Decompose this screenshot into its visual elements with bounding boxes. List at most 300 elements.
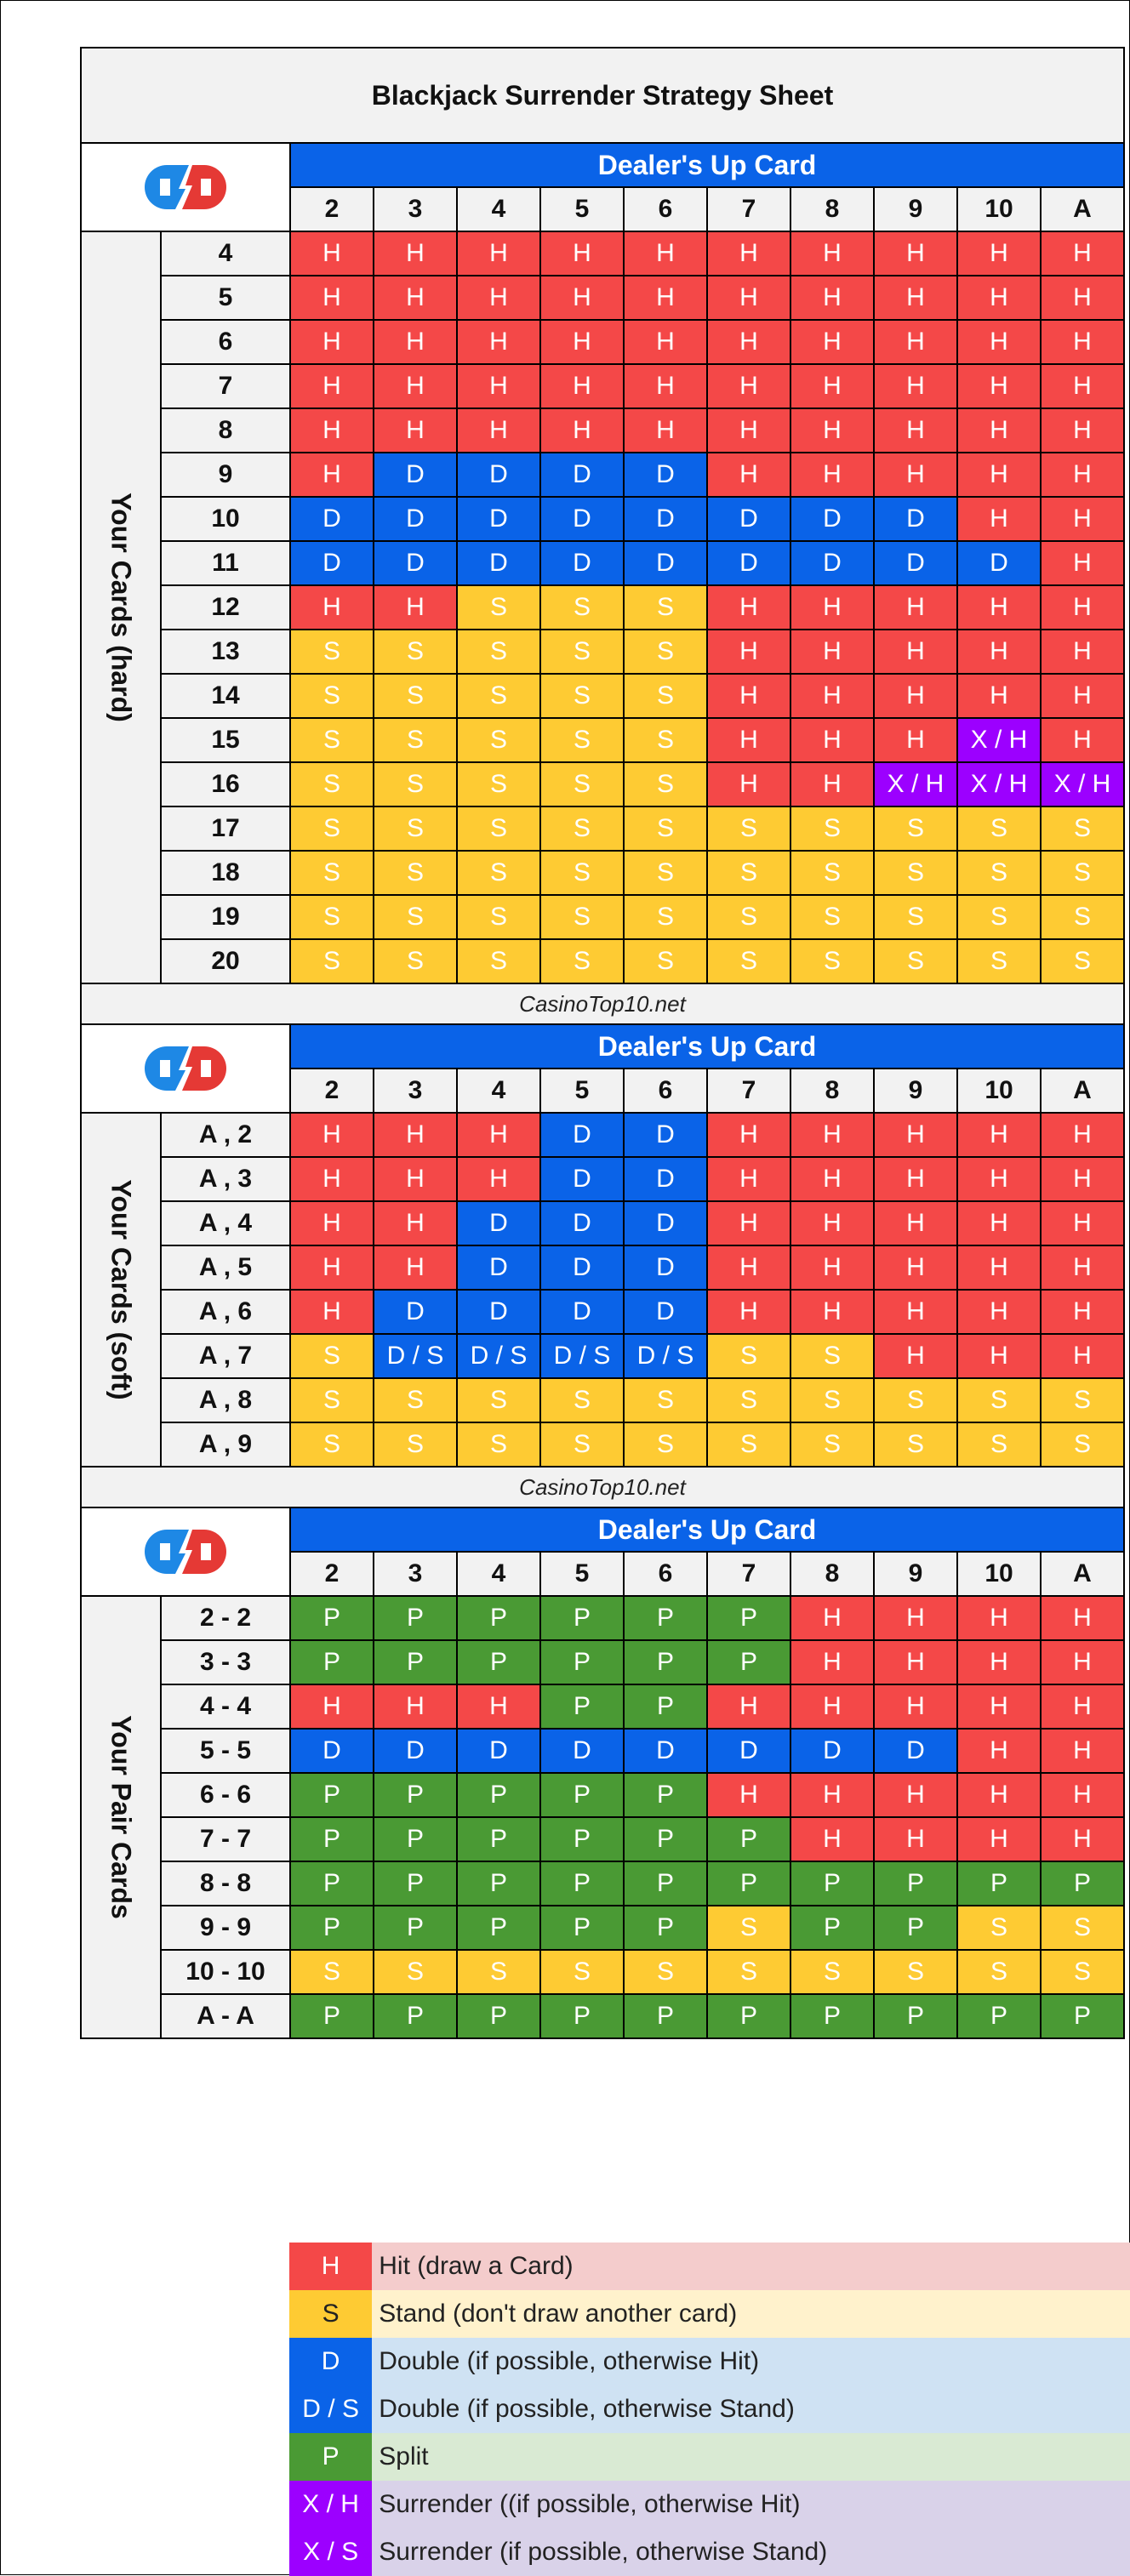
action-cell: H <box>374 276 457 320</box>
action-cell: S <box>707 895 790 939</box>
title-row <box>81 48 1124 143</box>
action-cell: H <box>790 1640 874 1684</box>
action-cell: H <box>957 364 1041 408</box>
action-cell: H <box>957 1817 1041 1861</box>
action-cell: S <box>290 674 374 718</box>
action-cell: P <box>290 1640 374 1684</box>
action-cell: H <box>707 718 790 762</box>
action-cell: H <box>1041 1113 1124 1157</box>
action-cell: P <box>374 1773 457 1817</box>
action-cell: S <box>374 674 457 718</box>
action-cell: S <box>290 1950 374 1994</box>
action-cell: S <box>624 851 707 895</box>
action-cell: H <box>874 1773 957 1817</box>
action-cell: D <box>707 541 790 585</box>
action-cell: S <box>957 895 1041 939</box>
site-credit: CasinoTop10.net <box>81 1467 1124 1507</box>
up-card-header: 5 <box>540 1069 624 1113</box>
action-cell: D <box>290 541 374 585</box>
action-cell: S <box>874 851 957 895</box>
strategy-row <box>81 541 1124 585</box>
action-cell: P <box>374 1994 457 2038</box>
up-card-header: 9 <box>874 187 957 231</box>
action-cell: D <box>457 1290 540 1334</box>
action-cell: D <box>540 497 624 541</box>
action-cell: D <box>457 541 540 585</box>
action-cell: S <box>624 1422 707 1467</box>
action-cell: P <box>624 1817 707 1861</box>
action-cell: S <box>1041 1906 1124 1950</box>
action-cell: H <box>790 1684 874 1729</box>
legend-description: Double (if possible, otherwise Stand) <box>372 2385 1130 2433</box>
action-cell: S <box>457 718 540 762</box>
action-cell: H <box>540 408 624 453</box>
action-cell: H <box>790 585 874 630</box>
action-cell: P <box>790 1861 874 1906</box>
strategy-row <box>81 1596 1124 1640</box>
action-cell: P <box>374 1817 457 1861</box>
action-cell: S <box>624 895 707 939</box>
action-cell: H <box>290 276 374 320</box>
legend-item <box>289 2338 1130 2385</box>
action-cell: H <box>290 585 374 630</box>
action-cell: D <box>374 541 457 585</box>
action-cell: H <box>957 674 1041 718</box>
action-cell: H <box>874 585 957 630</box>
action-cell: D <box>457 1245 540 1290</box>
action-cell: P <box>290 1994 374 2038</box>
action-cell: S <box>790 1422 874 1467</box>
action-cell: S <box>374 1422 457 1467</box>
strategy-row <box>81 762 1124 806</box>
action-cell: S <box>790 1378 874 1422</box>
action-cell: H <box>457 231 540 276</box>
action-cell: D / S <box>374 1334 457 1378</box>
action-cell: H <box>624 320 707 364</box>
legend-description: Stand (don't draw another card) <box>372 2290 1130 2338</box>
action-cell: D <box>457 1201 540 1245</box>
action-cell: D <box>624 453 707 497</box>
strategy-row <box>81 1861 1124 1906</box>
strategy-row <box>81 1334 1124 1378</box>
legend-code: P <box>289 2433 372 2481</box>
action-cell: H <box>374 585 457 630</box>
action-cell: H <box>790 718 874 762</box>
action-cell: H <box>957 1729 1041 1773</box>
action-cell: H <box>790 364 874 408</box>
action-cell: S <box>1041 895 1124 939</box>
action-cell: D <box>540 1113 624 1157</box>
strategy-row <box>81 806 1124 851</box>
action-cell: H <box>790 231 874 276</box>
action-cell: X / H <box>874 762 957 806</box>
action-cell: D <box>374 1729 457 1773</box>
action-cell: P <box>290 1906 374 1950</box>
strategy-row <box>81 939 1124 983</box>
action-cell: P <box>707 1861 790 1906</box>
action-cell: D <box>540 453 624 497</box>
action-cell: H <box>707 1201 790 1245</box>
action-cell: H <box>457 1684 540 1729</box>
action-cell: H <box>957 1201 1041 1245</box>
legend-description: Surrender ((if possible, otherwise Hit) <box>372 2481 1130 2528</box>
action-cell: S <box>290 939 374 983</box>
strategy-row <box>81 1994 1124 2038</box>
action-cell: H <box>790 1157 874 1201</box>
action-cell: P <box>624 1640 707 1684</box>
logo-cell <box>81 1024 290 1113</box>
player-hand-label: 10 <box>161 497 290 541</box>
action-cell: D <box>290 1729 374 1773</box>
action-cell: H <box>957 408 1041 453</box>
legend-item <box>289 2481 1130 2528</box>
action-cell: P <box>540 1906 624 1950</box>
site-credit: CasinoTop10.net <box>81 983 1124 1024</box>
action-cell: H <box>874 1157 957 1201</box>
player-hand-label: A , 9 <box>161 1422 290 1467</box>
action-cell: H <box>1041 1773 1124 1817</box>
action-cell: S <box>874 1422 957 1467</box>
action-cell: H <box>624 231 707 276</box>
legend-description: Double (if possible, otherwise Hit) <box>372 2338 1130 2385</box>
action-cell: S <box>290 630 374 674</box>
action-cell: H <box>874 320 957 364</box>
action-cell: H <box>1041 320 1124 364</box>
action-cell: H <box>957 1640 1041 1684</box>
dealer-header-row <box>81 143 1124 187</box>
action-cell: D <box>457 1729 540 1773</box>
action-cell: S <box>957 1950 1041 1994</box>
action-cell: S <box>1041 806 1124 851</box>
player-hand-label: 20 <box>161 939 290 983</box>
action-cell: H <box>957 630 1041 674</box>
action-cell: S <box>874 895 957 939</box>
action-cell: P <box>540 1684 624 1729</box>
action-cell: H <box>874 1113 957 1157</box>
action-cell: S <box>624 718 707 762</box>
action-cell: S <box>540 1378 624 1422</box>
action-cell: H <box>874 1245 957 1290</box>
action-cell: H <box>457 364 540 408</box>
action-cell: H <box>874 231 957 276</box>
action-cell: H <box>457 276 540 320</box>
strategy-row <box>81 1773 1124 1817</box>
action-cell: S <box>290 1334 374 1378</box>
up-card-header: 10 <box>957 1552 1041 1596</box>
strategy-row <box>81 1290 1124 1334</box>
action-cell: P <box>290 1861 374 1906</box>
action-cell: S <box>540 718 624 762</box>
player-hand-label: 10 - 10 <box>161 1950 290 1994</box>
up-card-header: 4 <box>457 1069 540 1113</box>
action-cell: D <box>790 1729 874 1773</box>
action-cell: H <box>874 1290 957 1334</box>
action-cell: S <box>707 1378 790 1422</box>
action-cell: H <box>624 276 707 320</box>
legend <box>289 2243 1130 2576</box>
action-cell: S <box>1041 1422 1124 1467</box>
action-cell: S <box>374 762 457 806</box>
action-cell: S <box>874 806 957 851</box>
action-cell: S <box>874 939 957 983</box>
player-hand-label: 13 <box>161 630 290 674</box>
logo-cell <box>81 1507 290 1596</box>
action-cell: H <box>957 585 1041 630</box>
action-cell: S <box>540 806 624 851</box>
action-cell: S <box>957 939 1041 983</box>
action-cell: P <box>290 1817 374 1861</box>
player-hand-label: A , 7 <box>161 1334 290 1378</box>
action-cell: S <box>790 851 874 895</box>
player-hand-label: 19 <box>161 895 290 939</box>
action-cell: S <box>540 674 624 718</box>
up-card-header: 5 <box>540 187 624 231</box>
action-cell: P <box>1041 1994 1124 2038</box>
action-cell: D / S <box>457 1334 540 1378</box>
action-cell: S <box>540 630 624 674</box>
action-cell: H <box>1041 630 1124 674</box>
action-cell: S <box>457 806 540 851</box>
action-cell: P <box>374 1640 457 1684</box>
legend-item <box>289 2243 1130 2290</box>
action-cell: D <box>790 497 874 541</box>
action-cell: H <box>874 718 957 762</box>
action-cell: H <box>790 320 874 364</box>
action-cell: D <box>624 541 707 585</box>
hand-type-label <box>81 1113 161 1467</box>
player-hand-label: 15 <box>161 718 290 762</box>
action-cell: D <box>957 541 1041 585</box>
player-hand-label: 3 - 3 <box>161 1640 290 1684</box>
action-cell: H <box>1041 585 1124 630</box>
action-cell: P <box>874 1861 957 1906</box>
action-cell: H <box>874 453 957 497</box>
action-cell: H <box>874 1817 957 1861</box>
player-hand-label: 17 <box>161 806 290 851</box>
action-cell: H <box>374 231 457 276</box>
action-cell: X / H <box>1041 762 1124 806</box>
action-cell: P <box>707 1994 790 2038</box>
action-cell: H <box>707 1113 790 1157</box>
action-cell: S <box>457 939 540 983</box>
action-cell: S <box>624 1378 707 1422</box>
action-cell: H <box>374 1245 457 1290</box>
sheet-title: Blackjack Surrender Strategy Sheet <box>81 48 1124 143</box>
action-cell: H <box>790 276 874 320</box>
action-cell: H <box>1041 1817 1124 1861</box>
action-cell: H <box>790 1245 874 1290</box>
action-cell: S <box>707 806 790 851</box>
action-cell: H <box>290 1245 374 1290</box>
action-cell: S <box>374 851 457 895</box>
legend-code: H <box>289 2243 372 2290</box>
action-cell: H <box>957 1113 1041 1157</box>
action-cell: S <box>1041 851 1124 895</box>
action-cell: P <box>457 1596 540 1640</box>
action-cell: H <box>707 630 790 674</box>
player-hand-label: 14 <box>161 674 290 718</box>
strategy-row <box>81 1422 1124 1467</box>
dealer-header-row <box>81 1507 1124 1552</box>
action-cell: P <box>374 1906 457 1950</box>
strategy-row <box>81 364 1124 408</box>
player-hand-label: A , 8 <box>161 1378 290 1422</box>
action-cell: P <box>540 1817 624 1861</box>
action-cell: H <box>374 1113 457 1157</box>
action-cell: S <box>540 1950 624 1994</box>
legend-item <box>289 2385 1130 2433</box>
action-cell: P <box>1041 1861 1124 1906</box>
action-cell: P <box>707 1640 790 1684</box>
action-cell: S <box>624 1950 707 1994</box>
legend-code: D <box>289 2338 372 2385</box>
action-cell: H <box>790 453 874 497</box>
action-cell: H <box>1041 231 1124 276</box>
action-cell: H <box>290 1684 374 1729</box>
legend-description: Split <box>372 2433 1130 2481</box>
action-cell: S <box>624 762 707 806</box>
action-cell: P <box>957 1994 1041 2038</box>
action-cell: S <box>290 895 374 939</box>
player-hand-label: A , 3 <box>161 1157 290 1201</box>
up-card-header: 9 <box>874 1552 957 1596</box>
action-cell: H <box>290 231 374 276</box>
action-cell: P <box>624 1773 707 1817</box>
action-cell: S <box>457 585 540 630</box>
action-cell: S <box>457 1378 540 1422</box>
action-cell: H <box>374 408 457 453</box>
strategy-row <box>81 718 1124 762</box>
strategy-row <box>81 1950 1124 1994</box>
logo-cell <box>81 143 290 231</box>
action-cell: H <box>290 1290 374 1334</box>
action-cell: P <box>624 1861 707 1906</box>
hand-type-text: Your Cards (hard) <box>106 493 137 722</box>
action-cell: H <box>540 231 624 276</box>
action-cell: S <box>957 806 1041 851</box>
action-cell: H <box>874 1201 957 1245</box>
strategy-row <box>81 1640 1124 1684</box>
action-cell: H <box>707 320 790 364</box>
strategy-row <box>81 674 1124 718</box>
action-cell: X / H <box>957 718 1041 762</box>
action-cell: S <box>457 630 540 674</box>
action-cell: D <box>874 541 957 585</box>
strategy-row <box>81 1906 1124 1950</box>
action-cell: S <box>874 1950 957 1994</box>
action-cell: H <box>1041 718 1124 762</box>
player-hand-label: 6 <box>161 320 290 364</box>
action-cell: H <box>374 1684 457 1729</box>
legend-code: X / S <box>289 2528 372 2576</box>
action-cell: H <box>957 497 1041 541</box>
strategy-row <box>81 276 1124 320</box>
player-hand-label: 4 <box>161 231 290 276</box>
player-hand-label: 4 - 4 <box>161 1684 290 1729</box>
action-cell: P <box>957 1861 1041 1906</box>
action-cell: S <box>374 718 457 762</box>
up-card-header: 5 <box>540 1552 624 1596</box>
action-cell: D <box>540 541 624 585</box>
up-card-header: 7 <box>707 1069 790 1113</box>
action-cell: S <box>374 1950 457 1994</box>
action-cell: H <box>290 364 374 408</box>
action-cell: S <box>290 1422 374 1467</box>
action-cell: H <box>707 762 790 806</box>
strategy-table <box>80 47 1125 2039</box>
up-card-header: 3 <box>374 1069 457 1113</box>
action-cell: P <box>540 1994 624 2038</box>
action-cell: P <box>540 1596 624 1640</box>
action-cell: H <box>790 1596 874 1640</box>
up-card-header: 8 <box>790 1552 874 1596</box>
action-cell: H <box>1041 1157 1124 1201</box>
action-cell: S <box>957 1906 1041 1950</box>
action-cell: H <box>457 320 540 364</box>
action-cell: H <box>374 1201 457 1245</box>
casino-logo-icon <box>141 1041 230 1096</box>
player-hand-label: 7 - 7 <box>161 1817 290 1861</box>
legend-description: Hit (draw a Card) <box>372 2243 1130 2290</box>
action-cell: H <box>790 1773 874 1817</box>
dealer-header-row <box>81 1024 1124 1069</box>
action-cell: H <box>874 408 957 453</box>
action-cell: H <box>957 276 1041 320</box>
action-cell: S <box>624 585 707 630</box>
strategy-row <box>81 408 1124 453</box>
action-cell: S <box>957 1378 1041 1422</box>
action-cell: P <box>874 1994 957 2038</box>
action-cell: H <box>540 320 624 364</box>
action-cell: H <box>374 320 457 364</box>
action-cell: P <box>374 1596 457 1640</box>
strategy-row <box>81 1201 1124 1245</box>
action-cell: P <box>540 1640 624 1684</box>
up-card-header: A <box>1041 1552 1124 1596</box>
action-cell: S <box>290 1378 374 1422</box>
action-cell: S <box>707 1906 790 1950</box>
action-cell: D <box>874 497 957 541</box>
action-cell: S <box>1041 1378 1124 1422</box>
action-cell: S <box>790 895 874 939</box>
up-card-header: 8 <box>790 1069 874 1113</box>
action-cell: D / S <box>624 1334 707 1378</box>
action-cell: P <box>457 1817 540 1861</box>
action-cell: H <box>874 1334 957 1378</box>
dealer-up-card-label: Dealer's Up Card <box>290 1507 1124 1552</box>
action-cell: H <box>957 1773 1041 1817</box>
action-cell: D <box>540 1729 624 1773</box>
up-card-header: 10 <box>957 1069 1041 1113</box>
site-row <box>81 1467 1124 1507</box>
up-card-header: 2 <box>290 187 374 231</box>
action-cell: D <box>707 497 790 541</box>
strategy-row <box>81 1684 1124 1729</box>
action-cell: H <box>790 408 874 453</box>
action-cell: S <box>540 1422 624 1467</box>
action-cell: H <box>707 364 790 408</box>
action-cell: S <box>540 851 624 895</box>
action-cell: S <box>374 1378 457 1422</box>
action-cell: H <box>707 585 790 630</box>
casino-logo-icon <box>141 1525 230 1579</box>
action-cell: S <box>457 762 540 806</box>
action-cell: D <box>624 1245 707 1290</box>
action-cell: H <box>1041 1245 1124 1290</box>
site-row <box>81 983 1124 1024</box>
action-cell: P <box>624 1994 707 2038</box>
action-cell: H <box>874 1596 957 1640</box>
